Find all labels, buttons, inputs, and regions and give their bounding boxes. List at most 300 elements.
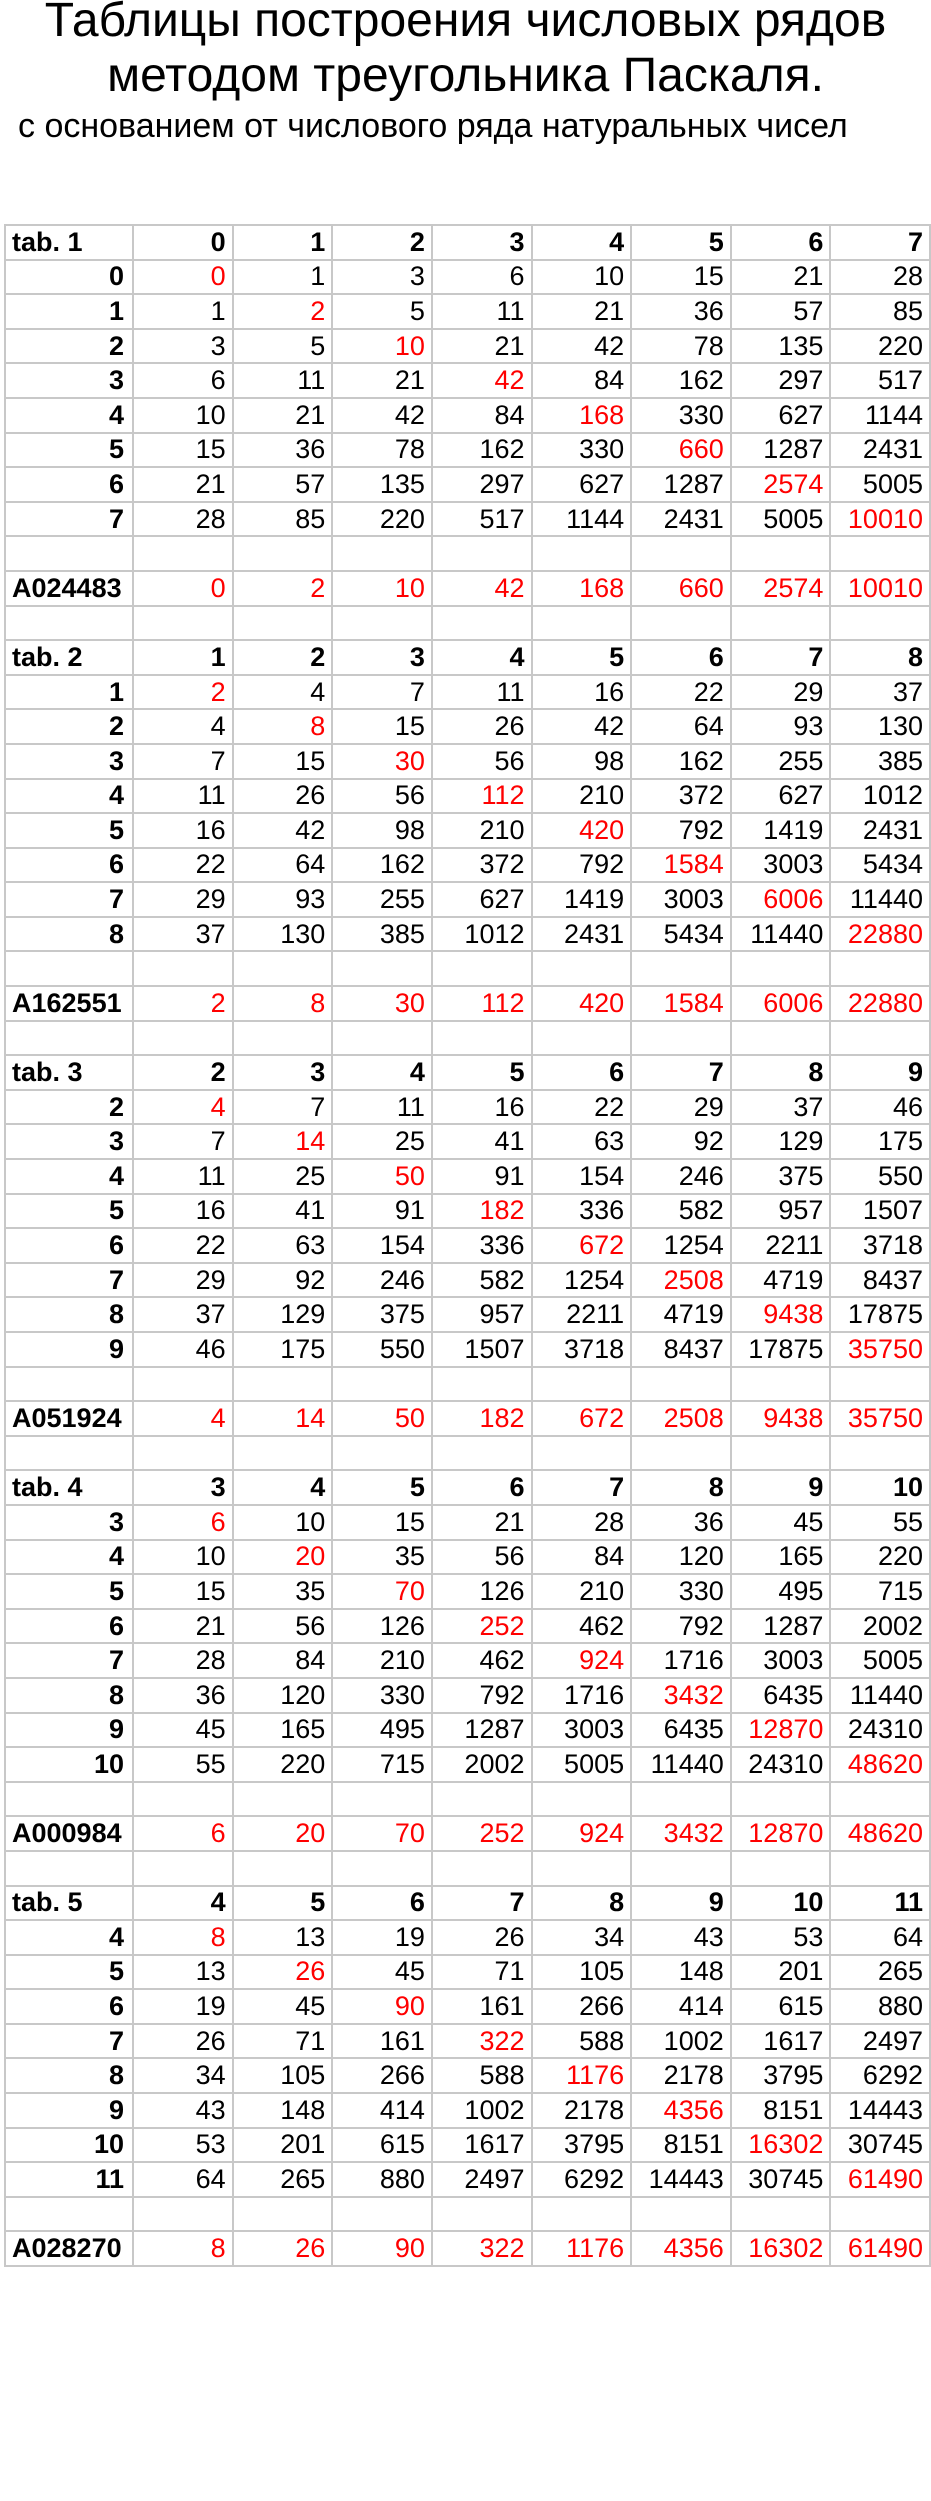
row-header[interactable]: 7 xyxy=(5,882,133,917)
sequence-value-cell[interactable]: 252 xyxy=(432,1816,532,1851)
column-header[interactable]: 6 xyxy=(731,225,831,260)
empty-cell[interactable] xyxy=(233,1782,333,1817)
row-header[interactable]: 7 xyxy=(5,1263,133,1298)
empty-cell[interactable] xyxy=(432,1782,532,1817)
empty-cell[interactable] xyxy=(532,1436,632,1471)
sequence-value-cell[interactable]: 50 xyxy=(332,1401,432,1436)
value-cell[interactable]: 154 xyxy=(332,1228,432,1263)
row-header[interactable]: 3 xyxy=(5,363,133,398)
value-cell[interactable]: 1 xyxy=(233,260,333,295)
value-cell[interactable]: 1 xyxy=(133,294,233,329)
row-header[interactable]: 7 xyxy=(5,2024,133,2059)
empty-cell[interactable] xyxy=(332,1021,432,1056)
value-cell[interactable]: 210 xyxy=(432,813,532,848)
value-cell[interactable]: 8437 xyxy=(631,1332,731,1367)
value-cell[interactable]: 5 xyxy=(233,329,333,364)
value-cell[interactable]: 715 xyxy=(830,1574,930,1609)
sequence-value-cell[interactable]: 420 xyxy=(532,986,632,1021)
value-cell[interactable]: 1617 xyxy=(731,2024,831,2059)
sequence-value-cell[interactable]: 14 xyxy=(233,1401,333,1436)
value-cell[interactable]: 1254 xyxy=(631,1228,731,1263)
empty-cell[interactable] xyxy=(631,1436,731,1471)
value-cell[interactable]: 46 xyxy=(133,1332,233,1367)
value-cell[interactable]: 15 xyxy=(631,260,731,295)
empty-cell[interactable] xyxy=(133,1782,233,1817)
value-cell[interactable]: 91 xyxy=(332,1194,432,1229)
column-header[interactable]: 5 xyxy=(532,640,632,675)
diagonal-value-cell[interactable]: 6 xyxy=(133,1505,233,1540)
row-header[interactable]: 4 xyxy=(5,779,133,814)
empty-cell[interactable] xyxy=(233,1021,333,1056)
value-cell[interactable]: 130 xyxy=(830,709,930,744)
empty-cell[interactable] xyxy=(731,2197,831,2232)
sequence-id-label[interactable]: A162551 xyxy=(5,986,133,1021)
value-cell[interactable]: 210 xyxy=(532,1574,632,1609)
column-header[interactable]: 0 xyxy=(133,225,233,260)
column-header[interactable]: 3 xyxy=(133,1470,233,1505)
value-cell[interactable]: 162 xyxy=(631,744,731,779)
value-cell[interactable]: 21 xyxy=(432,1505,532,1540)
empty-cell[interactable] xyxy=(233,606,333,641)
empty-cell[interactable] xyxy=(133,1436,233,1471)
value-cell[interactable]: 85 xyxy=(830,294,930,329)
empty-cell[interactable] xyxy=(631,1021,731,1056)
value-cell[interactable]: 8151 xyxy=(631,2128,731,2163)
value-cell[interactable]: 210 xyxy=(532,779,632,814)
empty-cell[interactable] xyxy=(133,1367,233,1402)
sequence-value-cell[interactable]: 2508 xyxy=(631,1401,731,1436)
sequence-value-cell[interactable]: 2574 xyxy=(731,571,831,606)
value-cell[interactable]: 5005 xyxy=(830,467,930,502)
diagonal-value-cell[interactable]: 10010 xyxy=(830,502,930,537)
value-cell[interactable]: 201 xyxy=(731,1955,831,1990)
value-cell[interactable]: 1617 xyxy=(432,2128,532,2163)
value-cell[interactable]: 126 xyxy=(332,1609,432,1644)
column-header[interactable]: 9 xyxy=(731,1470,831,1505)
column-header[interactable]: 4 xyxy=(233,1470,333,1505)
sequence-value-cell[interactable]: 2 xyxy=(133,986,233,1021)
empty-cell[interactable] xyxy=(133,1851,233,1886)
row-header[interactable]: 10 xyxy=(5,2128,133,2163)
empty-cell[interactable] xyxy=(631,2197,731,2232)
value-cell[interactable]: 161 xyxy=(332,2024,432,2059)
diagonal-value-cell[interactable]: 14 xyxy=(233,1124,333,1159)
value-cell[interactable]: 11 xyxy=(332,1090,432,1125)
value-cell[interactable]: 84 xyxy=(532,363,632,398)
value-cell[interactable]: 13 xyxy=(233,1920,333,1955)
value-cell[interactable]: 2431 xyxy=(830,813,930,848)
value-cell[interactable]: 615 xyxy=(332,2128,432,2163)
sequence-value-cell[interactable]: 35750 xyxy=(830,1401,930,1436)
value-cell[interactable]: 21 xyxy=(133,467,233,502)
column-header[interactable]: 4 xyxy=(532,225,632,260)
value-cell[interactable]: 6292 xyxy=(830,2058,930,2093)
value-cell[interactable]: 11 xyxy=(432,294,532,329)
diagonal-value-cell[interactable]: 90 xyxy=(332,1989,432,2024)
diagonal-value-cell[interactable]: 112 xyxy=(432,779,532,814)
value-cell[interactable]: 11440 xyxy=(731,917,831,952)
empty-cell[interactable] xyxy=(532,2197,632,2232)
empty-cell[interactable] xyxy=(830,1367,930,1402)
value-cell[interactable]: 126 xyxy=(432,1574,532,1609)
value-cell[interactable]: 98 xyxy=(532,744,632,779)
row-header[interactable]: 7 xyxy=(5,502,133,537)
value-cell[interactable]: 36 xyxy=(233,433,333,468)
value-cell[interactable]: 71 xyxy=(233,2024,333,2059)
diagonal-value-cell[interactable]: 420 xyxy=(532,813,632,848)
value-cell[interactable]: 6292 xyxy=(532,2162,632,2197)
row-header[interactable]: 6 xyxy=(5,848,133,883)
value-cell[interactable]: 3003 xyxy=(631,882,731,917)
empty-cell[interactable] xyxy=(532,1851,632,1886)
value-cell[interactable]: 11440 xyxy=(631,1747,731,1782)
row-header[interactable]: 3 xyxy=(5,1124,133,1159)
value-cell[interactable]: 792 xyxy=(631,1609,731,1644)
value-cell[interactable]: 45 xyxy=(233,1989,333,2024)
sequence-value-cell[interactable]: 924 xyxy=(532,1816,632,1851)
empty-cell[interactable] xyxy=(631,951,731,986)
diagonal-value-cell[interactable]: 61490 xyxy=(830,2162,930,2197)
value-cell[interactable]: 43 xyxy=(631,1920,731,1955)
value-cell[interactable]: 21 xyxy=(332,363,432,398)
value-cell[interactable]: 42 xyxy=(532,709,632,744)
value-cell[interactable]: 15 xyxy=(332,1505,432,1540)
value-cell[interactable]: 16 xyxy=(432,1090,532,1125)
diagonal-value-cell[interactable]: 660 xyxy=(631,433,731,468)
value-cell[interactable]: 15 xyxy=(133,433,233,468)
value-cell[interactable]: 26 xyxy=(432,1920,532,1955)
row-header[interactable]: 2 xyxy=(5,329,133,364)
sequence-value-cell[interactable]: 6 xyxy=(133,1816,233,1851)
value-cell[interactable]: 330 xyxy=(631,1574,731,1609)
value-cell[interactable]: 35 xyxy=(233,1574,333,1609)
value-cell[interactable]: 120 xyxy=(233,1678,333,1713)
column-header[interactable]: 9 xyxy=(631,1886,731,1921)
value-cell[interactable]: 2431 xyxy=(830,433,930,468)
row-header[interactable]: 9 xyxy=(5,1332,133,1367)
value-cell[interactable]: 15 xyxy=(332,709,432,744)
diagonal-value-cell[interactable]: 48620 xyxy=(830,1747,930,1782)
row-header[interactable]: 1 xyxy=(5,294,133,329)
empty-cell[interactable] xyxy=(332,1436,432,1471)
empty-cell[interactable] xyxy=(830,606,930,641)
sequence-value-cell[interactable]: 10010 xyxy=(830,571,930,606)
value-cell[interactable]: 98 xyxy=(332,813,432,848)
value-cell[interactable]: 330 xyxy=(631,398,731,433)
value-cell[interactable]: 615 xyxy=(731,1989,831,2024)
diagonal-value-cell[interactable]: 2 xyxy=(133,675,233,710)
value-cell[interactable]: 1002 xyxy=(432,2093,532,2128)
value-cell[interactable]: 588 xyxy=(532,2024,632,2059)
sequence-value-cell[interactable]: 42 xyxy=(432,571,532,606)
value-cell[interactable]: 5 xyxy=(332,294,432,329)
value-cell[interactable]: 45 xyxy=(133,1713,233,1748)
value-cell[interactable]: 92 xyxy=(631,1124,731,1159)
value-cell[interactable]: 5005 xyxy=(532,1747,632,1782)
sequence-value-cell[interactable]: 70 xyxy=(332,1816,432,1851)
sequence-value-cell[interactable]: 26 xyxy=(233,2231,333,2266)
value-cell[interactable]: 16 xyxy=(133,813,233,848)
diagonal-value-cell[interactable]: 35750 xyxy=(830,1332,930,1367)
value-cell[interactable]: 3003 xyxy=(532,1713,632,1748)
column-header[interactable]: 4 xyxy=(432,640,532,675)
value-cell[interactable]: 29 xyxy=(631,1090,731,1125)
empty-cell[interactable] xyxy=(332,951,432,986)
empty-cell[interactable] xyxy=(631,1782,731,1817)
row-header[interactable]: 11 xyxy=(5,2162,133,2197)
value-cell[interactable]: 1287 xyxy=(731,1609,831,1644)
empty-cell[interactable] xyxy=(631,1851,731,1886)
column-header[interactable]: 8 xyxy=(532,1886,632,1921)
value-cell[interactable]: 19 xyxy=(332,1920,432,1955)
value-cell[interactable]: 24310 xyxy=(830,1713,930,1748)
empty-cell[interactable] xyxy=(532,536,632,571)
sequence-value-cell[interactable]: 672 xyxy=(532,1401,632,1436)
column-header[interactable]: 10 xyxy=(731,1886,831,1921)
value-cell[interactable]: 11 xyxy=(133,779,233,814)
value-cell[interactable]: 84 xyxy=(432,398,532,433)
value-cell[interactable]: 84 xyxy=(233,1643,333,1678)
value-cell[interactable]: 10 xyxy=(532,260,632,295)
column-header[interactable]: 7 xyxy=(731,640,831,675)
value-cell[interactable]: 162 xyxy=(631,363,731,398)
column-header[interactable]: 8 xyxy=(631,1470,731,1505)
diagonal-value-cell[interactable]: 70 xyxy=(332,1574,432,1609)
empty-cell[interactable] xyxy=(133,606,233,641)
value-cell[interactable]: 78 xyxy=(631,329,731,364)
sequence-value-cell[interactable]: 90 xyxy=(332,2231,432,2266)
column-header[interactable]: 3 xyxy=(432,225,532,260)
diagonal-value-cell[interactable]: 2 xyxy=(233,294,333,329)
sequence-value-cell[interactable]: 12870 xyxy=(731,1816,831,1851)
value-cell[interactable]: 582 xyxy=(631,1194,731,1229)
value-cell[interactable]: 792 xyxy=(631,813,731,848)
value-cell[interactable]: 4 xyxy=(233,675,333,710)
value-cell[interactable]: 792 xyxy=(432,1678,532,1713)
empty-cell[interactable] xyxy=(5,1436,133,1471)
empty-cell[interactable] xyxy=(731,1851,831,1886)
row-header[interactable]: 3 xyxy=(5,1505,133,1540)
diagonal-value-cell[interactable]: 30 xyxy=(332,744,432,779)
table-label[interactable]: tab. 1 xyxy=(5,225,133,260)
value-cell[interactable]: 372 xyxy=(432,848,532,883)
sequence-id-label[interactable]: A024483 xyxy=(5,571,133,606)
empty-cell[interactable] xyxy=(133,1021,233,1056)
empty-cell[interactable] xyxy=(133,2197,233,2232)
value-cell[interactable]: 2002 xyxy=(830,1609,930,1644)
value-cell[interactable]: 5005 xyxy=(731,502,831,537)
value-cell[interactable]: 495 xyxy=(332,1713,432,1748)
value-cell[interactable]: 29 xyxy=(133,882,233,917)
empty-cell[interactable] xyxy=(233,951,333,986)
row-header[interactable]: 9 xyxy=(5,2093,133,2128)
empty-cell[interactable] xyxy=(432,1851,532,1886)
value-cell[interactable]: 1287 xyxy=(731,433,831,468)
value-cell[interactable]: 246 xyxy=(332,1263,432,1298)
value-cell[interactable]: 26 xyxy=(432,709,532,744)
value-cell[interactable]: 46 xyxy=(830,1090,930,1125)
value-cell[interactable]: 25 xyxy=(233,1159,333,1194)
value-cell[interactable]: 84 xyxy=(532,1540,632,1575)
value-cell[interactable]: 2211 xyxy=(532,1297,632,1332)
value-cell[interactable]: 130 xyxy=(233,917,333,952)
value-cell[interactable]: 6435 xyxy=(631,1713,731,1748)
value-cell[interactable]: 53 xyxy=(133,2128,233,2163)
value-cell[interactable]: 41 xyxy=(432,1124,532,1159)
column-header[interactable]: 2 xyxy=(133,1055,233,1090)
value-cell[interactable]: 29 xyxy=(133,1263,233,1298)
row-header[interactable]: 5 xyxy=(5,1574,133,1609)
empty-cell[interactable] xyxy=(133,536,233,571)
value-cell[interactable]: 297 xyxy=(432,467,532,502)
value-cell[interactable]: 85 xyxy=(233,502,333,537)
empty-cell[interactable] xyxy=(233,1436,333,1471)
column-header[interactable]: 6 xyxy=(332,1886,432,1921)
diagonal-value-cell[interactable]: 322 xyxy=(432,2024,532,2059)
sequence-value-cell[interactable]: 322 xyxy=(432,2231,532,2266)
row-header[interactable]: 4 xyxy=(5,1920,133,1955)
column-header[interactable]: 7 xyxy=(631,1055,731,1090)
column-header[interactable]: 4 xyxy=(332,1055,432,1090)
empty-cell[interactable] xyxy=(5,536,133,571)
value-cell[interactable]: 36 xyxy=(133,1678,233,1713)
empty-cell[interactable] xyxy=(830,1782,930,1817)
value-cell[interactable]: 22 xyxy=(532,1090,632,1125)
value-cell[interactable]: 220 xyxy=(830,1540,930,1575)
value-cell[interactable]: 7 xyxy=(332,675,432,710)
empty-cell[interactable] xyxy=(731,536,831,571)
value-cell[interactable]: 627 xyxy=(731,398,831,433)
empty-cell[interactable] xyxy=(830,1021,930,1056)
empty-cell[interactable] xyxy=(532,1367,632,1402)
table-label[interactable]: tab. 4 xyxy=(5,1470,133,1505)
sequence-value-cell[interactable]: 22880 xyxy=(830,986,930,1021)
value-cell[interactable]: 11440 xyxy=(830,882,930,917)
value-cell[interactable]: 15 xyxy=(133,1574,233,1609)
value-cell[interactable]: 6 xyxy=(432,260,532,295)
sequence-value-cell[interactable]: 16302 xyxy=(731,2231,831,2266)
value-cell[interactable]: 265 xyxy=(830,1955,930,1990)
sequence-id-label[interactable]: A000984 xyxy=(5,1816,133,1851)
value-cell[interactable]: 21 xyxy=(233,398,333,433)
column-header[interactable]: 3 xyxy=(332,640,432,675)
value-cell[interactable]: 16 xyxy=(133,1194,233,1229)
empty-cell[interactable] xyxy=(731,1436,831,1471)
value-cell[interactable]: 220 xyxy=(830,329,930,364)
value-cell[interactable]: 34 xyxy=(532,1920,632,1955)
column-header[interactable]: 10 xyxy=(830,1470,930,1505)
sequence-value-cell[interactable]: 660 xyxy=(631,571,731,606)
value-cell[interactable]: 161 xyxy=(432,1989,532,2024)
value-cell[interactable]: 3003 xyxy=(731,848,831,883)
sequence-value-cell[interactable]: 8 xyxy=(133,2231,233,2266)
value-cell[interactable]: 148 xyxy=(631,1955,731,1990)
value-cell[interactable]: 5434 xyxy=(830,848,930,883)
column-header[interactable]: 6 xyxy=(432,1470,532,1505)
empty-cell[interactable] xyxy=(731,1782,831,1817)
empty-cell[interactable] xyxy=(731,1367,831,1402)
value-cell[interactable]: 28 xyxy=(133,502,233,537)
empty-cell[interactable] xyxy=(532,951,632,986)
value-cell[interactable]: 42 xyxy=(332,398,432,433)
value-cell[interactable]: 627 xyxy=(731,779,831,814)
value-cell[interactable]: 13 xyxy=(133,1955,233,1990)
empty-cell[interactable] xyxy=(432,2197,532,2232)
row-header[interactable]: 2 xyxy=(5,1090,133,1125)
value-cell[interactable]: 792 xyxy=(532,848,632,883)
diagonal-value-cell[interactable]: 2574 xyxy=(731,467,831,502)
value-cell[interactable]: 201 xyxy=(233,2128,333,2163)
row-header[interactable]: 7 xyxy=(5,1643,133,1678)
value-cell[interactable]: 17875 xyxy=(830,1297,930,1332)
sequence-value-cell[interactable]: 182 xyxy=(432,1401,532,1436)
value-cell[interactable]: 5005 xyxy=(830,1643,930,1678)
value-cell[interactable]: 21 xyxy=(532,294,632,329)
value-cell[interactable]: 25 xyxy=(332,1124,432,1159)
value-cell[interactable]: 627 xyxy=(432,882,532,917)
sequence-value-cell[interactable]: 112 xyxy=(432,986,532,1021)
column-header[interactable]: 4 xyxy=(133,1886,233,1921)
empty-cell[interactable] xyxy=(432,951,532,986)
value-cell[interactable]: 2211 xyxy=(731,1228,831,1263)
value-cell[interactable]: 7 xyxy=(133,744,233,779)
diagonal-value-cell[interactable]: 10 xyxy=(332,329,432,364)
row-header[interactable]: 9 xyxy=(5,1713,133,1748)
value-cell[interactable]: 71 xyxy=(432,1955,532,1990)
row-header[interactable]: 8 xyxy=(5,1678,133,1713)
empty-cell[interactable] xyxy=(532,1782,632,1817)
value-cell[interactable]: 2497 xyxy=(432,2162,532,2197)
value-cell[interactable]: 165 xyxy=(233,1713,333,1748)
empty-cell[interactable] xyxy=(432,1436,532,1471)
value-cell[interactable]: 45 xyxy=(332,1955,432,1990)
sequence-value-cell[interactable]: 0 xyxy=(133,571,233,606)
value-cell[interactable]: 43 xyxy=(133,2093,233,2128)
empty-cell[interactable] xyxy=(332,606,432,641)
value-cell[interactable]: 26 xyxy=(133,2024,233,2059)
value-cell[interactable]: 26 xyxy=(233,779,333,814)
diagonal-value-cell[interactable]: 2508 xyxy=(631,1263,731,1298)
value-cell[interactable]: 5434 xyxy=(631,917,731,952)
value-cell[interactable]: 1507 xyxy=(432,1332,532,1367)
value-cell[interactable]: 162 xyxy=(332,848,432,883)
empty-cell[interactable] xyxy=(233,2197,333,2232)
value-cell[interactable]: 880 xyxy=(332,2162,432,2197)
empty-cell[interactable] xyxy=(5,1782,133,1817)
value-cell[interactable]: 37 xyxy=(133,917,233,952)
empty-cell[interactable] xyxy=(631,536,731,571)
diagonal-value-cell[interactable]: 8 xyxy=(233,709,333,744)
value-cell[interactable]: 1012 xyxy=(830,779,930,814)
value-cell[interactable]: 42 xyxy=(233,813,333,848)
value-cell[interactable]: 21 xyxy=(432,329,532,364)
diagonal-value-cell[interactable]: 8 xyxy=(133,1920,233,1955)
sequence-value-cell[interactable]: 1584 xyxy=(631,986,731,1021)
value-cell[interactable]: 462 xyxy=(432,1643,532,1678)
diagonal-value-cell[interactable]: 4356 xyxy=(631,2093,731,2128)
row-header[interactable]: 4 xyxy=(5,1159,133,1194)
value-cell[interactable]: 64 xyxy=(830,1920,930,1955)
value-cell[interactable]: 255 xyxy=(731,744,831,779)
value-cell[interactable]: 462 xyxy=(532,1609,632,1644)
value-cell[interactable]: 4719 xyxy=(631,1297,731,1332)
value-cell[interactable]: 14443 xyxy=(830,2093,930,2128)
value-cell[interactable]: 1716 xyxy=(532,1678,632,1713)
sequence-value-cell[interactable]: 10 xyxy=(332,571,432,606)
value-cell[interactable]: 4719 xyxy=(731,1263,831,1298)
value-cell[interactable]: 105 xyxy=(233,2058,333,2093)
value-cell[interactable]: 220 xyxy=(233,1747,333,1782)
